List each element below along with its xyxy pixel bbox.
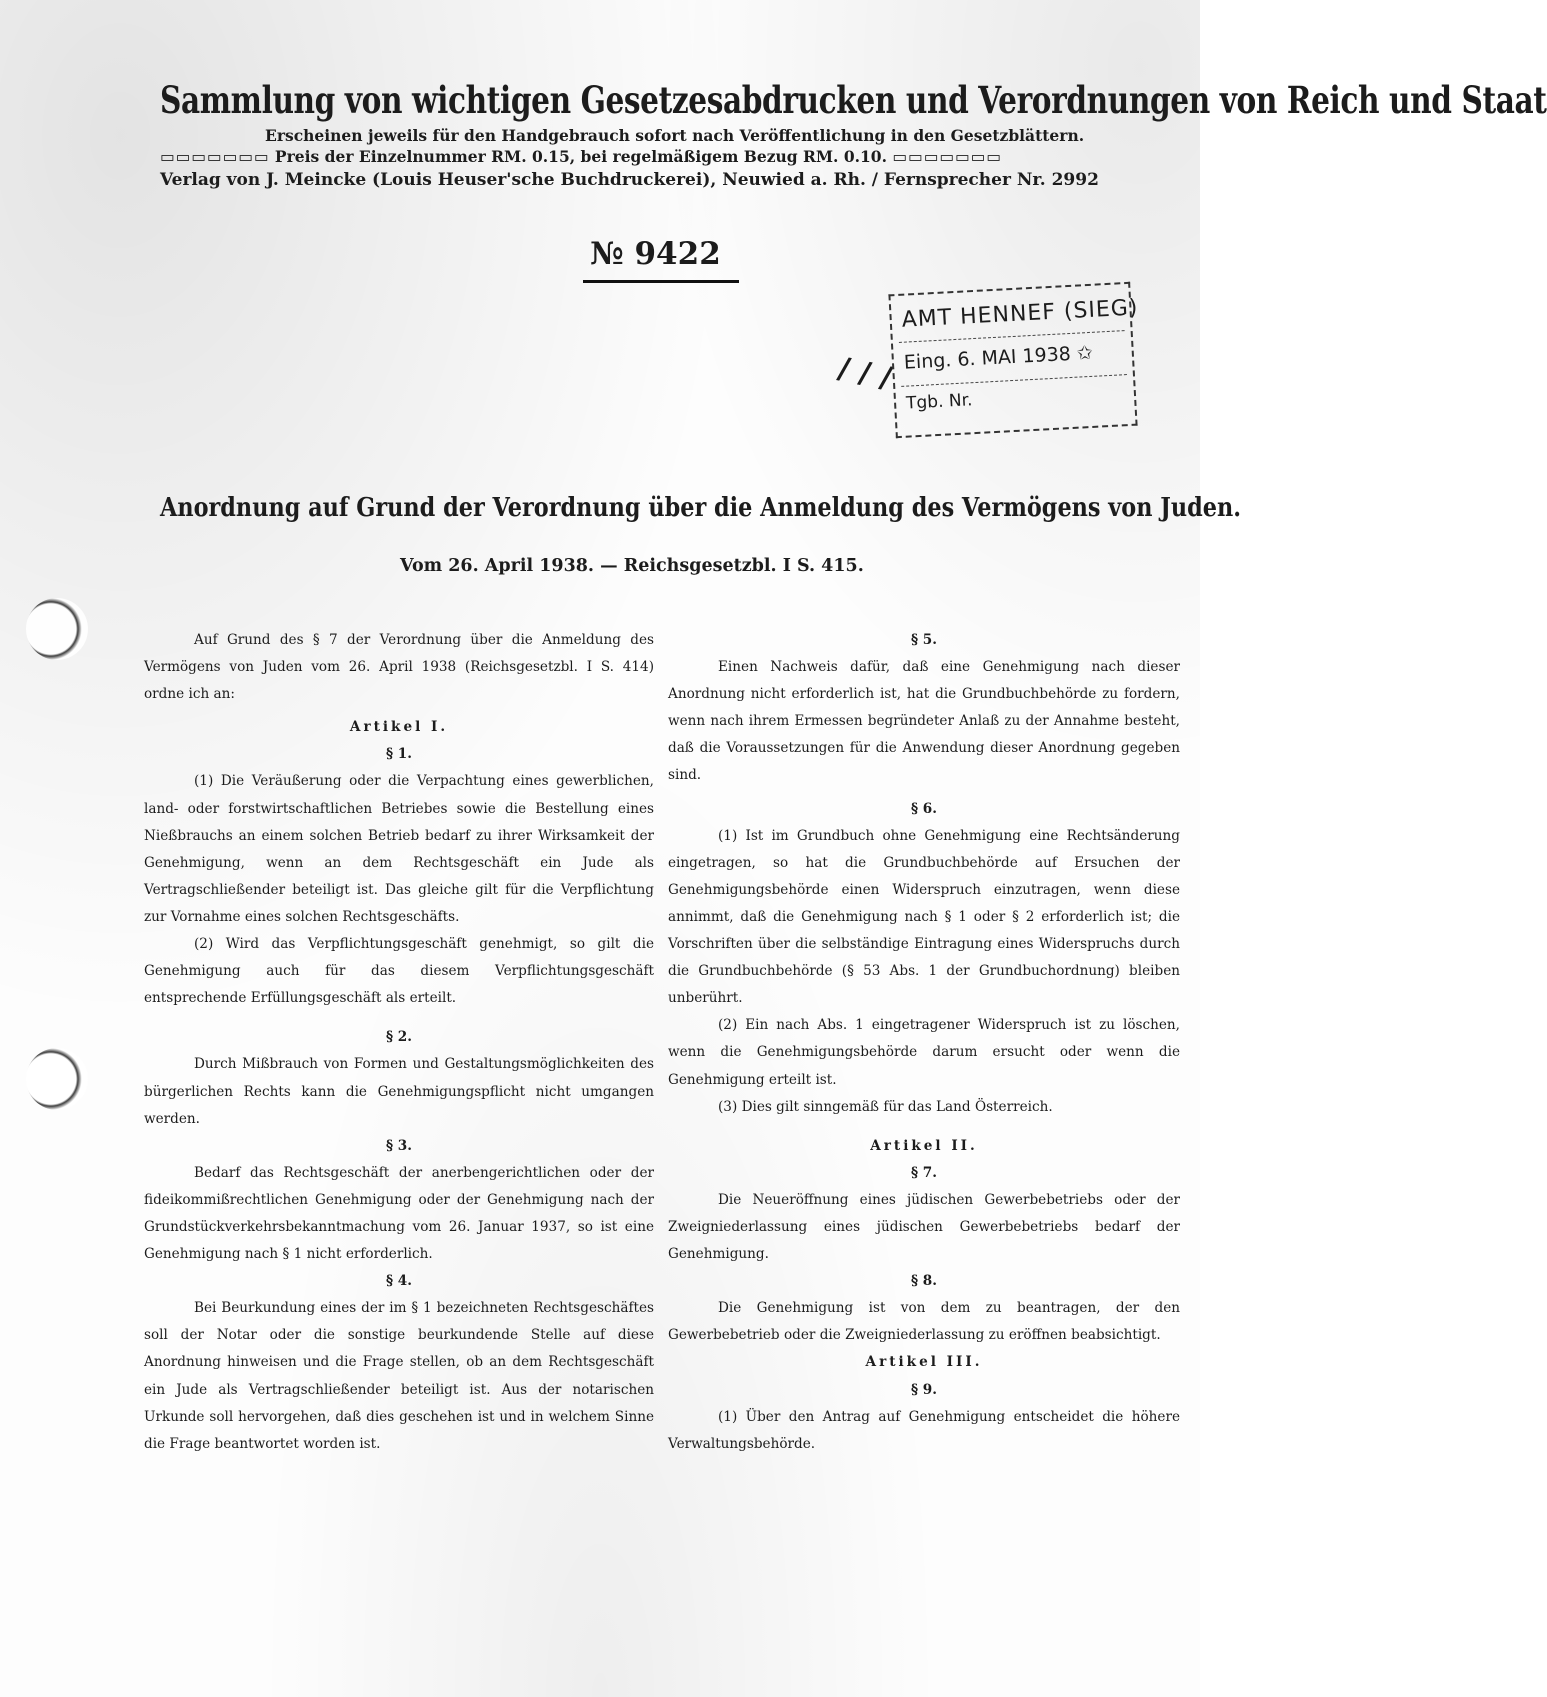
right-column bbox=[668, 627, 1180, 1458]
section-heading: § 4. bbox=[385, 1273, 413, 1290]
article-heading: Artikel III. bbox=[865, 1354, 983, 1371]
handwritten-marks: / / / bbox=[834, 350, 895, 397]
paragraph: Die Neueröffnung eines jüdischen Gewerbebetriebs oder der Zweigniederlassung eines jüdischen Gewerbebetriebs bedarf der Genehmigung. bbox=[668, 1191, 1180, 1263]
document-number: № 9422 bbox=[590, 236, 721, 272]
paragraph: (2) Wird das Verpflichtungsgeschäft genehmigt, so gilt die Genehmigung auch für das diesem Verpflichtungsgeschäft entsprechende Erfüllungsgeschäft als erteilt. bbox=[144, 936, 654, 1007]
stamp-journal-number: Tgb. Nr. bbox=[905, 390, 973, 414]
article-heading: Artikel I. bbox=[349, 719, 449, 736]
paragraph: Bei Beurkundung eines der im § 1 bezeichneten Rechtsgeschäftes soll der Notar oder die sonstige beurkundende Stelle auf diese Anordnung hinweisen und die Frage stellen, ob an dem Rechtsgeschäft ein Jude als Vertragschließender beteiligt ist. Aus der notarischen Urkunde soll hervorgehen, daß dies geschehen ist und in welchem Sinne die Frage beantwortet worden ist. bbox=[144, 1300, 654, 1452]
section-heading: § 7. bbox=[910, 1164, 938, 1181]
section-heading: § 1. bbox=[385, 746, 413, 763]
decorative-dashes: ▭▭▭▭▭▭▭ bbox=[160, 147, 270, 166]
paragraph: (3) Dies gilt sinngemäß für das Land Österreich. bbox=[718, 1098, 1053, 1115]
section-heading: § 2. bbox=[385, 1029, 413, 1046]
decorative-dashes: ▭▭▭▭▭▭▭ bbox=[892, 147, 1002, 166]
received-stamp bbox=[888, 282, 1140, 438]
paragraph: (1) Die Veräußerung oder die Verpachtung eines gewerblichen, land- oder forstwirtschaftlichen Betriebes sowie die Bestellung eines Nießbrauchs an einem solchen Betrieb bedarf zu ihrer Wirksamkeit der Genehmigung, wenn an dem Rechtsgeschäft ein Jude als Vertragschließender beteiligt ist. Das gleiche gilt für die Verpflichtung zur Vornahme eines solchen Rechtsgeschäfts. bbox=[144, 773, 654, 925]
section-heading: § 6. bbox=[910, 800, 938, 817]
paragraph: Bedarf das Rechtsgeschäft der anerbengerichtlichen oder der fideikommißrechtlichen Genehmigung oder der Genehmigung nach der Grundstückverkehrsbekanntmachung vom 26. Januar 1937, so ist eine Genehmigung nach § 1 nicht erforderlich. bbox=[144, 1164, 654, 1263]
section-heading: § 9. bbox=[910, 1381, 938, 1398]
publication-title: Sammlung von wichtigen Gesetzesabdrucken und Verordnungen von Reich und Staat bbox=[160, 78, 1547, 122]
paragraph: Durch Mißbrauch von Formen und Gestaltungsmöglichkeiten des bürgerlichen Rechts kann die Genehmigungspflicht nicht umgangen werden. bbox=[144, 1056, 654, 1127]
intro-paragraph: Auf Grund des § 7 der Verordnung über die Anmeldung des Vermögens von Juden vom 26. April 1938 (Reichsgesetzbl. I S. 414) ordne ich an: bbox=[144, 632, 654, 703]
price-text: Preis der Einzelnummer RM. 0.15, bei regelmäßigem Bezug RM. 0.10. bbox=[274, 147, 887, 166]
punch-hole bbox=[26, 598, 88, 660]
publisher-line: Verlag von J. Meincke (Louis Heuser'sche Buchdruckerei), Neuwied a. Rh. / Fernsprecher Nr. 2992 bbox=[160, 170, 1099, 190]
paragraph: (1) Ist im Grundbuch ohne Genehmigung eine Rechtsänderung eingetragen, so hat die Grundbuchbehörde auf Ersuchen der Genehmigungsbehörde einen Widerspruch einzutragen, wenn diese annimmt, daß die Genehmigung nach § 1 oder § 2 erforderlich ist; die Vorschriften über die selbständige Eintragung eines Widerspruchs durch die Grundbuchbehörde (§ 53 Abs. 1 der Grundbuchordnung) bleiben unberührt. bbox=[668, 827, 1180, 1007]
article-heading: Artikel II. bbox=[870, 1137, 978, 1154]
paragraph: (1) Über den Antrag auf Genehmigung entscheidet die höhere Verwaltungsbehörde. bbox=[668, 1408, 1180, 1452]
stamp-divider bbox=[901, 374, 1127, 388]
section-heading: § 5. bbox=[910, 632, 938, 648]
section-heading: § 8. bbox=[910, 1273, 938, 1290]
stamp-office: AMT HENNEF (SIEG) bbox=[901, 295, 1140, 333]
stamp-date: Eing. 6. MAI 1938 ✩ bbox=[903, 341, 1094, 374]
document-heading: Anordnung auf Grund der Verordnung über die Anmeldung des Vermögens von Juden. bbox=[160, 493, 1241, 523]
price-line bbox=[160, 147, 1002, 166]
publication-subtitle: Erscheinen jeweils für den Handgebrauch sofort nach Veröffentlichung in den Gesetzblättern. bbox=[265, 126, 1085, 145]
paragraph: Einen Nachweis dafür, daß eine Genehmigung nach dieser Anordnung nicht erforderlich ist, hat die Grundbuchbehörde zu fordern, wenn nach ihrem Ermessen begründeter Anlaß zu der Annahme besteht, daß die Voraussetzungen für die Anwendung dieser Anordnung gegeben sind. bbox=[668, 659, 1180, 784]
section-heading: § 3. bbox=[385, 1137, 413, 1154]
number-underline bbox=[583, 280, 739, 283]
left-column bbox=[144, 627, 654, 1458]
paragraph: (2) Ein nach Abs. 1 eingetragener Widerspruch ist zu löschen, wenn die Genehmigungsbehörde darum ersucht oder wenn die Genehmigung erteilt ist. bbox=[668, 1017, 1180, 1088]
document-date: Vom 26. April 1938. — Reichsgesetzbl. I S. 415. bbox=[400, 556, 864, 576]
paragraph: Die Genehmigung ist von dem zu beantragen, der den Gewerbebetrieb oder die Zweigniederlassung zu eröffnen beabsichtigt. bbox=[668, 1300, 1180, 1344]
punch-hole bbox=[26, 1048, 88, 1110]
